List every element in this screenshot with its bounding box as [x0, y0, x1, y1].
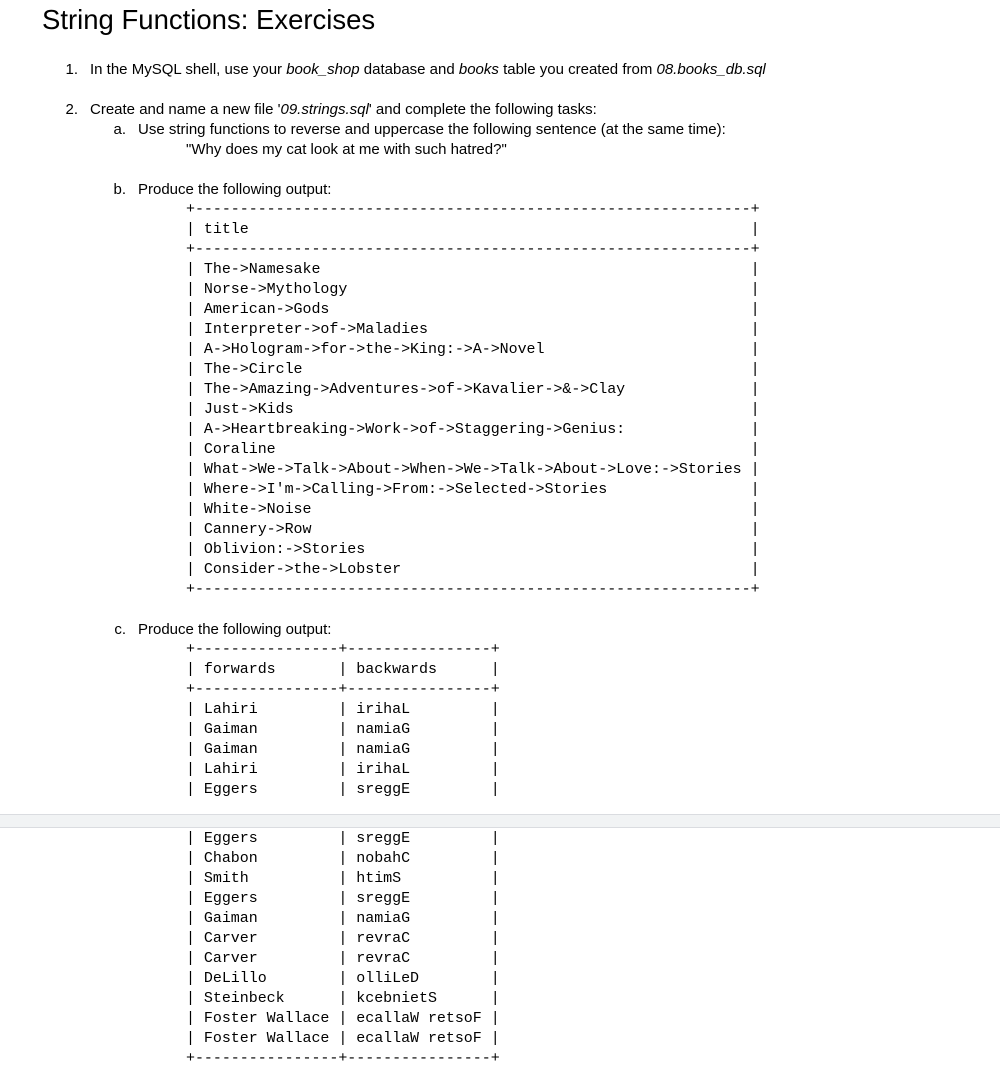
table-header: | forwards | backwards | — [186, 661, 500, 678]
table-row: | Where->I'm->Calling->From:->Selected->Stories | — [186, 481, 760, 498]
table-row: | Carver | revraC | — [186, 930, 500, 947]
table-row: | The->Circle | — [186, 361, 760, 378]
table-row: | Eggers | sreggE | — [186, 830, 500, 847]
table-row: | Chabon | nobahC | — [186, 850, 500, 867]
table-row: | Eggers | sreggE | — [186, 890, 500, 907]
table-row: | A->Heartbreaking->Work->of->Staggering->Genius: | — [186, 421, 760, 438]
subitem-c-text: Produce the following output: — [138, 621, 332, 638]
table-border: +----------------+----------------+ — [186, 641, 500, 658]
subitem-a-text: Use string functions to reverse and uppercase the following sentence (at the same time): — [138, 121, 726, 138]
forwards-backwards-table-part-2 — [186, 829, 500, 1069]
item-1-number: 1. — [65, 61, 78, 78]
table-border: +----------------+----------------+ — [186, 681, 500, 698]
item-1-text: In the MySQL shell, use your book_shop database and books table you created from 08.books_db.sql — [90, 61, 766, 78]
table-row: | White->Noise | — [186, 501, 760, 518]
page-break — [0, 814, 1000, 828]
table-row: | Gaiman | namiaG | — [186, 910, 500, 927]
item-2-number: 2. — [65, 101, 78, 118]
subitem-b-letter: b. — [113, 181, 126, 198]
table-border: +--------------------------------------------------------------+ — [186, 201, 760, 218]
table-row: | Norse->Mythology | — [186, 281, 760, 298]
table-row: | Lahiri | irihaL | — [186, 761, 500, 778]
subitem-a-letter: a. — [113, 121, 126, 138]
table-row: | The->Namesake | — [186, 261, 760, 278]
table-border: +--------------------------------------------------------------+ — [186, 241, 760, 258]
subitem-a-quote: "Why does my cat look at me with such hatred?" — [186, 141, 507, 158]
page-title: String Functions: Exercises — [42, 4, 376, 35]
subitem-c-letter: c. — [114, 621, 126, 638]
table-row: | A->Hologram->for->the->King:->A->Novel | — [186, 341, 760, 358]
table-border: +----------------+----------------+ — [186, 1050, 500, 1067]
table-row: | Cannery->Row | — [186, 521, 760, 538]
title-output-table — [186, 200, 760, 600]
table-row: | Interpreter->of->Maladies | — [186, 321, 760, 338]
table-row: | Consider->the->Lobster | — [186, 561, 760, 578]
table-row: | Carver | revraC | — [186, 950, 500, 967]
table-border: +--------------------------------------------------------------+ — [186, 581, 760, 598]
subitem-b-text: Produce the following output: — [138, 181, 332, 198]
table-row: | Eggers | sreggE | — [186, 781, 500, 798]
forwards-backwards-table-part-1 — [186, 640, 500, 800]
table-row: | Steinbeck | kcebnietS | — [186, 990, 500, 1007]
table-row: | Smith | htimS | — [186, 870, 500, 887]
table-row: | Foster Wallace | ecallaW retsoF | — [186, 1010, 500, 1027]
table-row: | Coraline | — [186, 441, 760, 458]
table-row: | Gaiman | namiaG | — [186, 721, 500, 738]
item-2-text: Create and name a new file '09.strings.sql' and complete the following tasks: — [90, 101, 597, 118]
table-row: | The->Amazing->Adventures->of->Kavalier->&->Clay | — [186, 381, 760, 398]
table-row: | Just->Kids | — [186, 401, 760, 418]
table-header: | title | — [186, 221, 760, 238]
table-row: | DeLillo | olliLeD | — [186, 970, 500, 987]
table-row: | Oblivion:->Stories | — [186, 541, 760, 558]
table-row: | Lahiri | irihaL | — [186, 701, 500, 718]
table-row: | Foster Wallace | ecallaW retsoF | — [186, 1030, 500, 1047]
table-row: | Gaiman | namiaG | — [186, 741, 500, 758]
table-row: | American->Gods | — [186, 301, 760, 318]
table-row: | What->We->Talk->About->When->We->Talk->About->Love:->Stories | — [186, 461, 760, 478]
